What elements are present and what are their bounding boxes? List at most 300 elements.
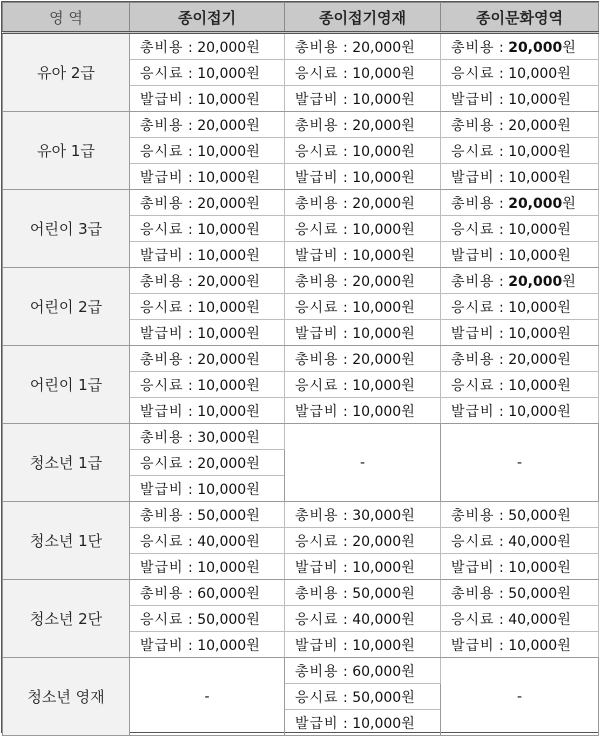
- fee-amount: 10,000: [197, 91, 247, 108]
- fee-label: 발급비: [451, 403, 495, 420]
- fee-separator: :: [183, 585, 198, 602]
- fee-unit: 원: [246, 117, 260, 134]
- fee-amount: 50,000: [197, 611, 247, 628]
- fee-cell-total: [130, 33, 285, 60]
- fee-unit: 원: [562, 39, 576, 56]
- fee-cell-cert: [441, 86, 599, 112]
- fee-amount: 10,000: [197, 65, 247, 82]
- fee-separator: :: [338, 273, 353, 290]
- fee-separator: :: [494, 559, 509, 576]
- fee-separator: :: [338, 637, 353, 654]
- fee-unit: 원: [246, 325, 260, 342]
- fee-unit: 원: [401, 507, 415, 524]
- fee-amount: 50,000: [352, 585, 402, 602]
- fee-label: 총비용: [451, 273, 495, 290]
- fee-label: 응시료: [451, 611, 495, 628]
- fee-amount: 20,000: [508, 39, 563, 56]
- fee-label: 총비용: [295, 117, 339, 134]
- fee-label: 총비용: [295, 507, 339, 524]
- fee-label: 응시료: [451, 143, 495, 160]
- fee-separator: :: [338, 403, 353, 420]
- fee-unit: 원: [401, 117, 415, 134]
- fee-separator: :: [338, 143, 353, 160]
- fee-separator: :: [338, 299, 353, 316]
- fee-unit: 원: [557, 351, 571, 368]
- fee-cell-cert: [130, 632, 285, 658]
- fee-separator: :: [494, 91, 509, 108]
- fee-separator: :: [338, 247, 353, 264]
- fee-cell-exam: [441, 372, 599, 398]
- fee-separator: :: [338, 585, 353, 602]
- fee-unit: 원: [557, 637, 571, 654]
- category-cell: 청소년 1단: [3, 502, 130, 580]
- fee-separator: :: [338, 611, 353, 628]
- fee-unit: 원: [557, 533, 571, 550]
- fee-separator: :: [338, 663, 353, 680]
- fee-label: 총비용: [451, 585, 495, 602]
- fee-amount: 20,000: [352, 351, 402, 368]
- fee-label: 응시료: [295, 299, 339, 316]
- fee-label: 발급비: [295, 169, 339, 186]
- fee-amount: 40,000: [197, 533, 247, 550]
- empty-cell: -: [441, 424, 599, 502]
- fee-amount: 20,000: [352, 39, 402, 56]
- fee-unit: 원: [401, 689, 415, 706]
- fee-amount: 20,000: [352, 533, 402, 550]
- fee-label: 응시료: [295, 221, 339, 238]
- fee-separator: :: [494, 247, 509, 264]
- fee-unit: 원: [401, 39, 415, 56]
- fee-cell-cert: [285, 320, 441, 346]
- fee-amount: 50,000: [508, 585, 558, 602]
- category-cell: 어린이 3급: [3, 190, 130, 268]
- fee-label: 응시료: [140, 533, 184, 550]
- fee-label: 응시료: [295, 143, 339, 160]
- fee-label: 응시료: [451, 221, 495, 238]
- fee-cell-total: [130, 424, 285, 450]
- fee-separator: :: [494, 169, 509, 186]
- fee-label: 발급비: [451, 637, 495, 654]
- fee-label: 응시료: [140, 455, 184, 472]
- fee-separator: :: [338, 325, 353, 342]
- fee-cell-cert: [130, 86, 285, 112]
- fee-cell-total: [285, 658, 441, 684]
- fee-unit: 원: [401, 195, 415, 212]
- fee-separator: :: [183, 65, 198, 82]
- fee-cell-total: [285, 112, 441, 138]
- fee-label: 총비용: [451, 39, 495, 56]
- fee-unit: 원: [557, 611, 571, 628]
- fee-separator: :: [494, 637, 509, 654]
- fee-separator: :: [494, 39, 509, 56]
- table-row: [3, 33, 599, 60]
- fee-label: 응시료: [295, 533, 339, 550]
- fee-separator: :: [183, 611, 198, 628]
- empty-cell: -: [130, 658, 285, 736]
- fee-cell-cert: [130, 476, 285, 502]
- fee-label: 총비용: [295, 663, 339, 680]
- fee-unit: 원: [246, 221, 260, 238]
- fee-label: 응시료: [295, 611, 339, 628]
- category-cell: 청소년 2단: [3, 580, 130, 658]
- fee-separator: :: [494, 533, 509, 550]
- fee-unit: 원: [401, 663, 415, 680]
- fee-unit: 원: [246, 39, 260, 56]
- fee-unit: 원: [246, 533, 260, 550]
- fee-label: 발급비: [140, 247, 184, 264]
- fee-unit: 원: [401, 91, 415, 108]
- fee-amount: 20,000: [352, 273, 402, 290]
- fee-separator: :: [183, 39, 198, 56]
- fee-amount: 50,000: [352, 689, 402, 706]
- fee-separator: :: [338, 65, 353, 82]
- fee-label: 발급비: [295, 559, 339, 576]
- fee-label: 발급비: [451, 559, 495, 576]
- fee-amount: 10,000: [197, 299, 247, 316]
- fee-label: 응시료: [451, 377, 495, 394]
- fee-separator: :: [183, 507, 198, 524]
- fee-separator: :: [494, 325, 509, 342]
- fee-amount: 10,000: [508, 637, 558, 654]
- empty-cell: -: [441, 658, 599, 736]
- fee-cell-total: [130, 112, 285, 138]
- fee-amount: 10,000: [508, 299, 558, 316]
- fee-amount: 10,000: [197, 221, 247, 238]
- fee-separator: :: [338, 169, 353, 186]
- fee-unit: 원: [401, 585, 415, 602]
- fee-amount: 10,000: [508, 559, 558, 576]
- fee-label: 발급비: [140, 325, 184, 342]
- fee-cell-exam: [130, 60, 285, 86]
- fee-cell-total: [441, 502, 599, 528]
- fee-cell-total: [130, 502, 285, 528]
- fee-amount: 10,000: [352, 247, 402, 264]
- fee-separator: :: [494, 221, 509, 238]
- fee-unit: 원: [557, 143, 571, 160]
- fee-label: 발급비: [295, 715, 339, 732]
- fee-amount: 20,000: [508, 351, 558, 368]
- fee-unit: 원: [557, 377, 571, 394]
- fee-amount: 10,000: [352, 299, 402, 316]
- fee-cell-total: [441, 190, 599, 216]
- fee-cell-cert: [130, 554, 285, 580]
- fee-label: 발급비: [140, 91, 184, 108]
- fee-separator: :: [183, 533, 198, 550]
- fee-unit: 원: [246, 559, 260, 576]
- fee-unit: 원: [557, 585, 571, 602]
- fee-cell-exam: [285, 294, 441, 320]
- fee-cell-exam: [130, 528, 285, 554]
- fee-unit: 원: [246, 195, 260, 212]
- fee-amount: 10,000: [352, 403, 402, 420]
- fee-cell-exam: [285, 606, 441, 632]
- fee-amount: 30,000: [197, 429, 247, 446]
- fee-separator: :: [494, 195, 509, 212]
- fee-amount: 20,000: [197, 351, 247, 368]
- fee-separator: :: [183, 91, 198, 108]
- fee-amount: 40,000: [508, 611, 558, 628]
- fee-label: 총비용: [140, 273, 184, 290]
- fee-separator: :: [338, 91, 353, 108]
- fee-cell-exam: [285, 372, 441, 398]
- fee-label: 발급비: [140, 169, 184, 186]
- fee-unit: 원: [401, 221, 415, 238]
- fee-amount: 10,000: [197, 481, 247, 498]
- header-paper-folding-gifted: 종이접기영재: [285, 3, 441, 33]
- fee-separator: :: [494, 507, 509, 524]
- category-cell: 어린이 2급: [3, 268, 130, 346]
- fee-amount: 20,000: [197, 273, 247, 290]
- fee-label: 발급비: [295, 247, 339, 264]
- table-row: [3, 346, 599, 372]
- fee-separator: :: [338, 351, 353, 368]
- fee-unit: 원: [246, 377, 260, 394]
- fee-cell-total: [285, 502, 441, 528]
- fee-label: 응시료: [295, 65, 339, 82]
- fee-label: 총비용: [140, 117, 184, 134]
- table-row: [3, 580, 599, 606]
- category-cell: 청소년 영재: [3, 658, 130, 736]
- fee-table-body: [3, 33, 599, 736]
- fee-cell-total: [441, 268, 599, 294]
- fee-unit: 원: [401, 637, 415, 654]
- fee-unit: 원: [246, 351, 260, 368]
- fee-separator: :: [183, 247, 198, 264]
- fee-cell-exam: [130, 216, 285, 242]
- fee-label: 총비용: [140, 585, 184, 602]
- fee-unit: 원: [401, 299, 415, 316]
- fee-unit: 원: [557, 559, 571, 576]
- fee-cell-total: [285, 33, 441, 60]
- fee-amount: 10,000: [508, 325, 558, 342]
- fee-amount: 10,000: [508, 403, 558, 420]
- fee-label: 발급비: [140, 637, 184, 654]
- fee-cell-cert: [441, 632, 599, 658]
- fee-unit: 원: [557, 299, 571, 316]
- fee-separator: :: [338, 507, 353, 524]
- fee-amount: 20,000: [197, 117, 247, 134]
- fee-separator: :: [183, 351, 198, 368]
- fee-label: 발급비: [451, 325, 495, 342]
- fee-amount: 10,000: [197, 637, 247, 654]
- fee-cell-cert: [285, 632, 441, 658]
- fee-separator: :: [183, 143, 198, 160]
- fee-separator: :: [183, 273, 198, 290]
- fee-unit: 원: [557, 507, 571, 524]
- fee-separator: :: [183, 559, 198, 576]
- fee-label: 발급비: [451, 91, 495, 108]
- fee-label: 총비용: [140, 39, 184, 56]
- fee-amount: 10,000: [197, 247, 247, 264]
- fee-unit: 원: [246, 637, 260, 654]
- fee-unit: 원: [246, 247, 260, 264]
- fee-label: 총비용: [451, 195, 495, 212]
- fee-cell-cert: [285, 86, 441, 112]
- header-row: [3, 3, 599, 33]
- fee-label: 총비용: [451, 351, 495, 368]
- header-paper-folding: 종이접기: [130, 3, 285, 33]
- fee-cell-cert: [285, 554, 441, 580]
- fee-cell-cert: [441, 164, 599, 190]
- fee-separator: :: [183, 481, 198, 498]
- fee-label: 응시료: [140, 611, 184, 628]
- fee-label: 응시료: [140, 299, 184, 316]
- fee-amount: 20,000: [352, 117, 402, 134]
- category-cell: 유아 2급: [3, 33, 130, 112]
- fee-unit: 원: [401, 65, 415, 82]
- fee-unit: 원: [246, 403, 260, 420]
- table-row: [3, 502, 599, 528]
- fee-amount: 10,000: [352, 637, 402, 654]
- fee-label: 응시료: [451, 533, 495, 550]
- fee-unit: 원: [557, 221, 571, 238]
- fee-unit: 원: [401, 715, 415, 732]
- fee-amount: 10,000: [197, 169, 247, 186]
- fee-separator: :: [494, 351, 509, 368]
- fee-label: 응시료: [295, 377, 339, 394]
- fee-cell-cert: [130, 242, 285, 268]
- fee-cell-cert: [285, 164, 441, 190]
- fee-cell-total: [285, 268, 441, 294]
- table-row: [3, 190, 599, 216]
- fee-label: 발급비: [295, 403, 339, 420]
- fee-amount: 20,000: [508, 195, 563, 212]
- fee-amount: 30,000: [352, 507, 402, 524]
- fee-amount: 10,000: [197, 559, 247, 576]
- fee-unit: 원: [246, 169, 260, 186]
- fee-unit: 원: [401, 377, 415, 394]
- fee-separator: :: [494, 273, 509, 290]
- fee-cell-cert: [285, 398, 441, 424]
- fee-label: 응시료: [451, 65, 495, 82]
- fee-amount: 20,000: [197, 455, 247, 472]
- fee-unit: 원: [401, 559, 415, 576]
- fee-unit: 원: [557, 325, 571, 342]
- fee-cell-cert: [130, 164, 285, 190]
- fee-cell-cert: [285, 710, 441, 736]
- fee-amount: 10,000: [508, 143, 558, 160]
- fee-amount: 20,000: [508, 117, 558, 134]
- fee-cell-exam: [441, 60, 599, 86]
- fee-separator: :: [183, 195, 198, 212]
- fee-cell-cert: [130, 398, 285, 424]
- fee-label: 응시료: [451, 299, 495, 316]
- category-cell: 어린이 1급: [3, 346, 130, 424]
- fee-amount: 50,000: [508, 507, 558, 524]
- fee-cell-total: [285, 190, 441, 216]
- fee-unit: 원: [401, 169, 415, 186]
- fee-separator: :: [338, 195, 353, 212]
- fee-amount: 10,000: [352, 715, 402, 732]
- fee-table: [2, 2, 599, 736]
- fee-separator: :: [183, 299, 198, 316]
- fee-cell-total: [441, 346, 599, 372]
- fee-label: 총비용: [451, 117, 495, 134]
- table-row: [3, 658, 599, 684]
- fee-unit: 원: [401, 611, 415, 628]
- header-paper-culture: 종이문화영역: [441, 3, 599, 33]
- fee-label: 총비용: [140, 429, 184, 446]
- fee-amount: 10,000: [352, 65, 402, 82]
- fee-amount: 40,000: [508, 533, 558, 550]
- fee-amount: 10,000: [197, 403, 247, 420]
- fee-separator: :: [338, 39, 353, 56]
- category-cell: 유아 1급: [3, 112, 130, 190]
- fee-cell-cert: [441, 554, 599, 580]
- fee-amount: 20,000: [352, 195, 402, 212]
- fee-separator: :: [494, 299, 509, 316]
- fee-separator: :: [338, 689, 353, 706]
- fee-amount: 40,000: [352, 611, 402, 628]
- fee-cell-exam: [441, 294, 599, 320]
- fee-cell-exam: [285, 684, 441, 710]
- fee-unit: 원: [246, 429, 260, 446]
- fee-cell-total: [441, 112, 599, 138]
- fee-unit: 원: [246, 91, 260, 108]
- fee-separator: :: [183, 455, 198, 472]
- fee-separator: :: [338, 117, 353, 134]
- fee-cell-exam: [441, 138, 599, 164]
- fee-separator: :: [338, 533, 353, 550]
- fee-unit: 원: [557, 91, 571, 108]
- fee-cell-total: [441, 33, 599, 60]
- fee-separator: :: [494, 65, 509, 82]
- fee-unit: 원: [246, 585, 260, 602]
- fee-label: 발급비: [140, 481, 184, 498]
- fee-unit: 원: [557, 247, 571, 264]
- fee-separator: :: [338, 377, 353, 394]
- fee-amount: 20,000: [197, 195, 247, 212]
- fee-label: 총비용: [451, 507, 495, 524]
- fee-unit: 원: [246, 611, 260, 628]
- fee-separator: :: [494, 143, 509, 160]
- header-area: 영 역: [3, 3, 130, 33]
- fee-label: 발급비: [295, 91, 339, 108]
- fee-cell-total: [285, 580, 441, 606]
- fee-unit: 원: [557, 117, 571, 134]
- fee-amount: 50,000: [197, 507, 247, 524]
- fee-unit: 원: [401, 325, 415, 342]
- fee-cell-cert: [441, 398, 599, 424]
- table-row: [3, 424, 599, 450]
- fee-cell-exam: [285, 528, 441, 554]
- fee-label: 총비용: [140, 507, 184, 524]
- fee-cell-exam: [285, 60, 441, 86]
- fee-separator: :: [338, 559, 353, 576]
- fee-label: 발급비: [140, 559, 184, 576]
- fee-label: 총비용: [295, 273, 339, 290]
- fee-label: 발급비: [451, 169, 495, 186]
- fee-separator: :: [183, 637, 198, 654]
- fee-amount: 10,000: [352, 325, 402, 342]
- table-row: [3, 268, 599, 294]
- fee-unit: 원: [401, 351, 415, 368]
- fee-separator: :: [494, 117, 509, 134]
- fee-cell-exam: [130, 606, 285, 632]
- fee-cell-exam: [285, 138, 441, 164]
- fee-label: 응시료: [295, 689, 339, 706]
- fee-unit: 원: [562, 273, 576, 290]
- fee-label: 응시료: [140, 143, 184, 160]
- fee-label: 총비용: [295, 195, 339, 212]
- fee-cell-exam: [441, 528, 599, 554]
- fee-amount: 10,000: [352, 221, 402, 238]
- fee-separator: :: [494, 377, 509, 394]
- fee-amount: 10,000: [197, 325, 247, 342]
- fee-cell-exam: [130, 372, 285, 398]
- fee-separator: :: [183, 117, 198, 134]
- fee-cell-cert: [285, 242, 441, 268]
